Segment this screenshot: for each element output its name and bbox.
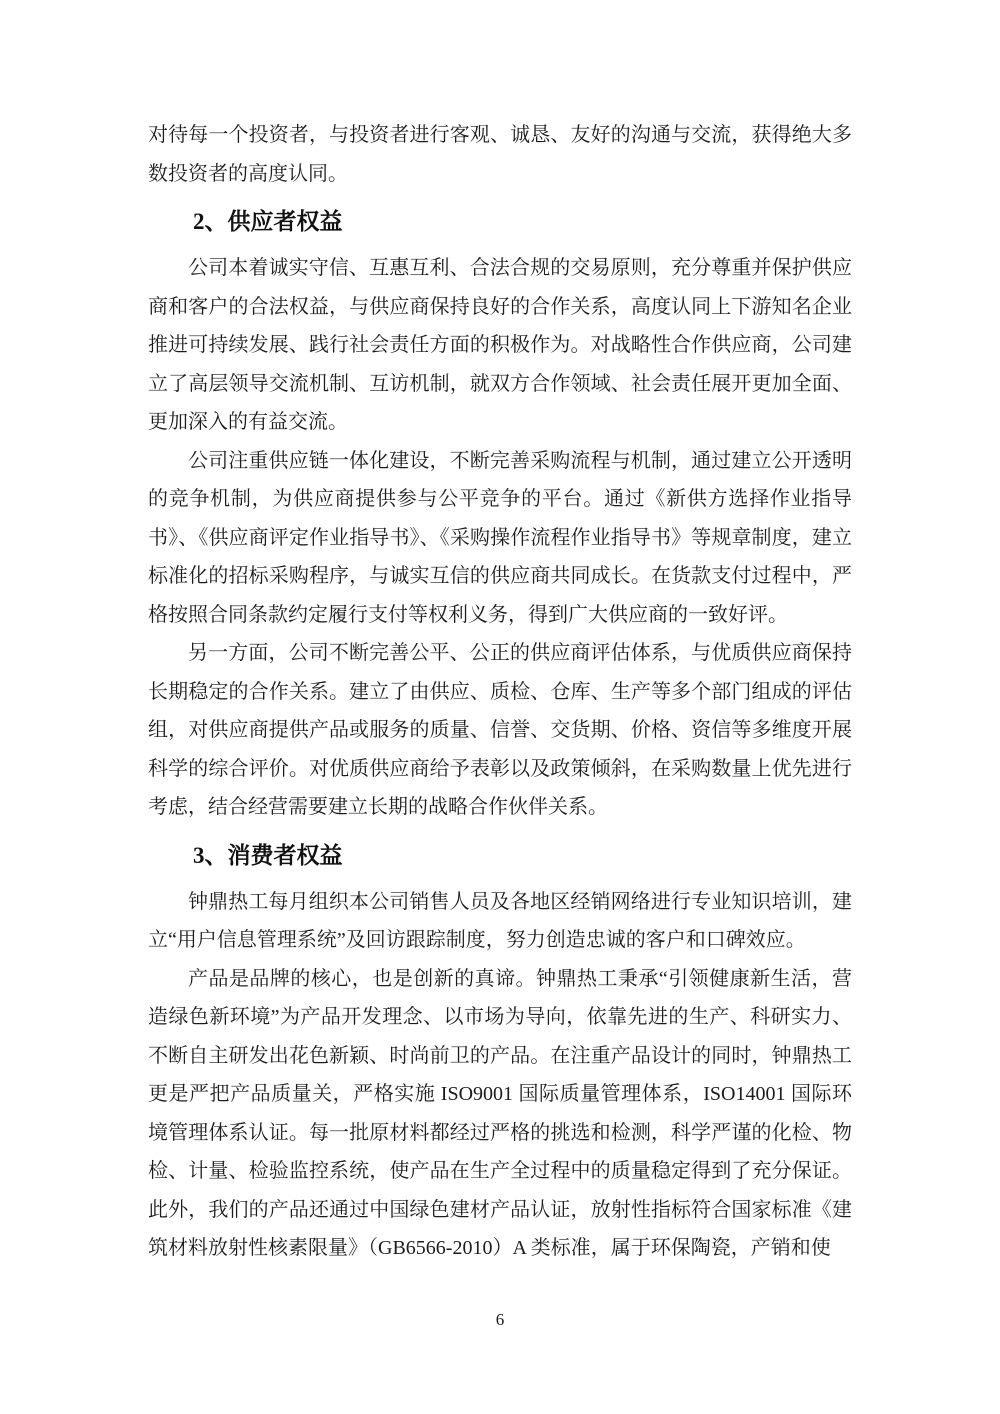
section-heading-consumer-rights: 3、消费者权益 xyxy=(193,842,343,868)
continuation-paragraph: 对待每一个投资者，与投资者进行客观、诚恳、友好的沟通与交流，获得绝大多数投资者的高度认同。 xyxy=(148,124,852,185)
paragraph-consumer-2: 产品是品牌的核心，也是创新的真谛。钟鼎热工秉承“引领健康新生活，营造绿色新环境”为产品开发理念、以市场为导向，依靠先进的生产、科研实力、不断自主研发出花色新颖、时尚前卫的产品。在注重产品设计的同时，钟鼎热工更是严把产品质量关，严格实施 ISO9001 国际质量管理体系，ISO14001 国际环境管理体系认证。每一批原材料都经过严格的挑选和检测，科学严谨的化检、物检、计量、检验监控系统，使产品在生产全过程中的质量稳定得到了充分保证。此外，我们的产品还通过中国绿色建材产品认证，放射性指标符合国家标准《建筑材料放射性核素限量》（GB6566-2010）A 类标准，属于环保陶瓷，产销和使 xyxy=(148,967,852,1259)
section-heading-supplier-rights: 2、供应者权益 xyxy=(193,209,343,234)
paragraph-supplier-2: 公司注重供应链一体化建设，不断完善采购流程与机制，通过建立公开透明的竞争机制，为供应商提供参与公平竞争的平台。通过《新供方选择作业指导书》、《供应商评定作业指导书》、《采购操作流程作业指导书》等规章制度，建立标准化的招标采购程序，与诚实互信的供应商共同成长。在货款支付过程中，严格按照合同条款约定履行支付等权利义务，得到广大供应商的一致好评。 xyxy=(148,449,852,626)
paragraph-supplier-3: 另一方面，公司不断完善公平、公正的供应商评估体系，与优质供应商保持长期稳定的合作关系。建立了由供应、质检、仓库、生产等多个部门组成的评估组，对供应商提供产品或服务的质量、信誉、交货期、价格、资信等多维度开展科学的综合评价。对优质供应商给予表彰以及政策倾斜，在采购数量上优先进行考虑，结合经营需要建立长期的战略合作伙伴关系。 xyxy=(148,642,852,818)
page-number: 6 xyxy=(495,1310,505,1329)
paragraph-consumer-1: 钟鼎热工每月组织本公司销售人员及各地区经销网络进行专业知识培训，建立“用户信息管理系统”及回访跟踪制度，努力创造忠诚的客户和口碑效应。 xyxy=(148,890,852,951)
paragraph-supplier-1: 公司本着诚实守信、互惠互利、合法合规的交易原则，充分尊重并保护供应商和客户的合法权益，与供应商保持良好的合作关系，高度认同上下游知名企业推进可持续发展、践行社会责任方面的积极作为。对战略性合作供应商，公司建立了高层领导交流机制、互访机制，就双方合作领域、社会责任展开更加全面、更加深入的有益交流。 xyxy=(148,257,852,433)
